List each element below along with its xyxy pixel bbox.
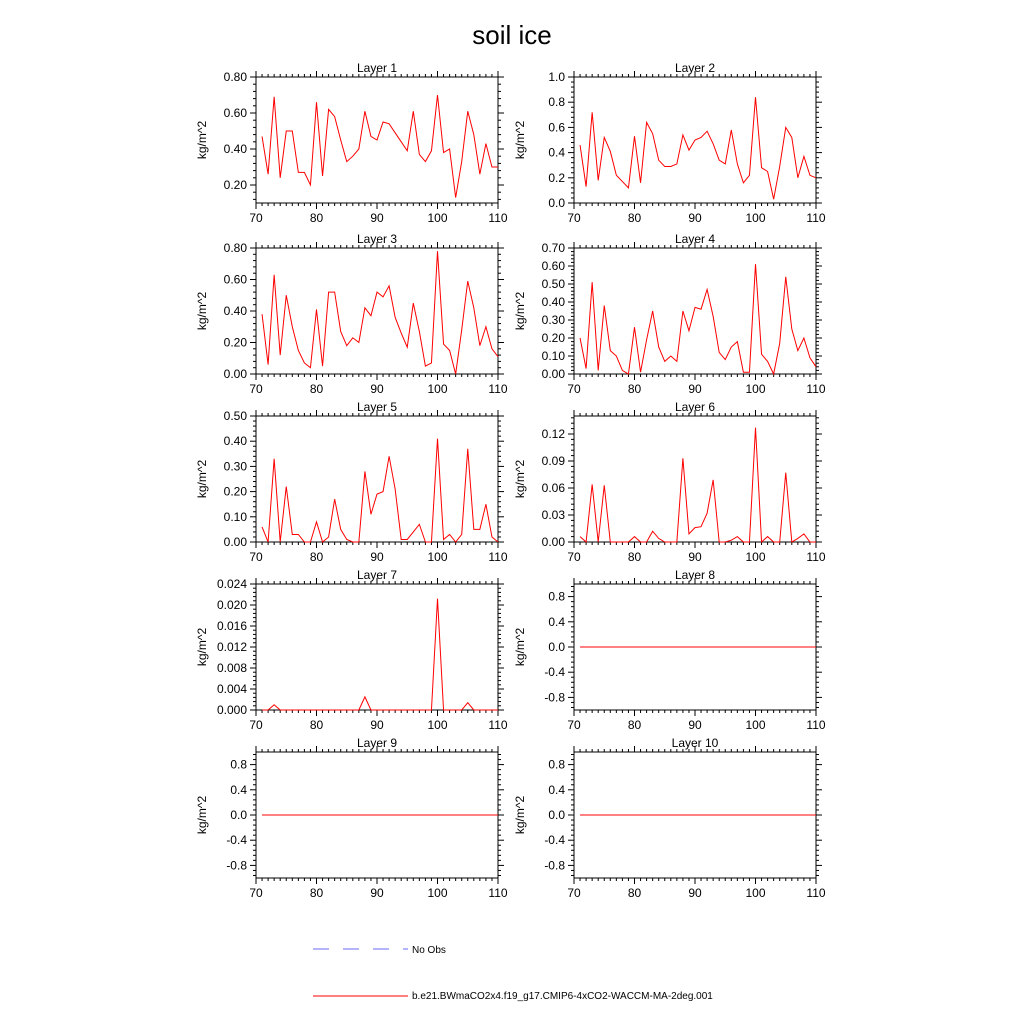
x-tick-label-layer-5: 80: [309, 550, 324, 564]
y-tick-label-layer-7: 0.016: [216, 619, 247, 633]
series-line-layer-1: [262, 95, 498, 198]
y-axis-label-layer-2: kg/m^2: [513, 120, 527, 160]
y-tick-label-layer-4: 0.70: [541, 241, 565, 255]
x-tick-label-layer-7: 80: [309, 718, 324, 732]
x-tick-label-layer-8: 70: [567, 718, 581, 732]
series-line-layer-3: [262, 251, 498, 374]
x-tick-label-layer-2: 80: [627, 211, 642, 225]
panels: [195, 61, 826, 900]
plot-frame-layer-5: [256, 416, 498, 542]
x-tick-label-layer-9: 90: [370, 886, 384, 900]
panel-layer-3: [195, 232, 508, 396]
y-tick-label-layer-5: 0.20: [223, 484, 247, 499]
y-tick-label-layer-6: 0.06: [541, 481, 565, 495]
panel-layer-9: [195, 736, 508, 900]
panel-title-layer-6: Layer 6: [674, 400, 716, 414]
panel-layer-7: [195, 568, 508, 732]
x-tick-label-layer-3: 70: [249, 382, 263, 396]
y-tick-label-layer-7: 0.024: [216, 577, 247, 591]
panel-title-layer-3: Layer 3: [356, 232, 398, 246]
y-tick-label-layer-10: 0.0: [548, 808, 565, 822]
x-tick-label-layer-6: 90: [688, 550, 702, 564]
x-tick-label-layer-2: 70: [567, 211, 581, 225]
panel-title-layer-8: Layer 8: [674, 568, 716, 582]
x-tick-label-layer-4: 90: [688, 382, 702, 396]
y-tick-label-layer-7: 0.020: [216, 598, 247, 612]
y-tick-label-layer-5: 0.00: [223, 535, 247, 549]
x-tick-label-layer-2: 110: [806, 211, 826, 225]
y-tick-label-layer-4: 0.50: [541, 277, 565, 291]
panel-title-layer-1: Layer 1: [356, 61, 398, 75]
x-tick-label-layer-10: 80: [627, 886, 642, 900]
y-tick-label-layer-6: 0.12: [541, 427, 565, 441]
y-tick-label-layer-10: -0.8: [544, 858, 565, 873]
legend: [313, 945, 713, 1002]
x-tick-label-layer-1: 110: [488, 211, 508, 225]
series-line-layer-4: [580, 264, 816, 374]
y-tick-label-layer-9: 0.0: [230, 808, 247, 822]
y-tick-label-layer-7: 0.000: [216, 703, 247, 717]
y-axis-label-layer-6: kg/m^2: [513, 459, 527, 499]
x-tick-label-layer-10: 70: [567, 886, 581, 900]
x-tick-label-layer-7: 110: [488, 718, 508, 732]
panel-layer-2: [513, 61, 826, 225]
series-line-layer-2: [580, 97, 816, 199]
y-tick-label-layer-8: 0.4: [548, 614, 565, 629]
x-tick-label-layer-8: 80: [627, 718, 642, 732]
y-tick-label-layer-1: 0.60: [223, 106, 247, 120]
y-tick-label-layer-10: 0.4: [548, 782, 565, 797]
y-tick-label-layer-3: 0.80: [223, 241, 247, 255]
y-axis-label-layer-3: kg/m^2: [195, 291, 209, 331]
y-tick-label-layer-2: 0.8: [548, 95, 565, 110]
legend-label-no-obs: No Obs: [412, 945, 446, 956]
panel-layer-4: [513, 232, 826, 396]
figure-title: soil ice: [472, 20, 552, 50]
y-tick-label-layer-7: 0.012: [216, 640, 247, 654]
x-tick-label-layer-9: 110: [488, 886, 508, 900]
panel-layer-6: [513, 400, 826, 564]
x-tick-label-layer-7: 100: [427, 718, 448, 732]
y-tick-label-layer-3: 0.40: [223, 304, 247, 318]
panel-title-layer-7: Layer 7: [356, 568, 398, 582]
y-tick-label-layer-5: 0.40: [223, 434, 247, 449]
plot-frame-layer-6: [574, 416, 816, 542]
x-tick-label-layer-7: 90: [370, 718, 384, 732]
y-tick-label-layer-4: 0.40: [541, 295, 565, 309]
x-tick-label-layer-4: 70: [567, 382, 581, 396]
y-tick-label-layer-1: 0.40: [223, 142, 247, 156]
x-tick-label-layer-8: 110: [806, 718, 826, 732]
y-axis-label-layer-8: kg/m^2: [513, 627, 527, 667]
x-tick-label-layer-4: 110: [806, 382, 826, 396]
plot-frame-layer-4: [574, 248, 816, 374]
y-tick-label-layer-5: 0.10: [223, 509, 247, 524]
plot-frame-layer-3: [256, 248, 498, 374]
x-tick-label-layer-3: 100: [427, 382, 448, 396]
y-tick-label-layer-3: 0.20: [223, 335, 247, 350]
series-line-layer-7: [262, 599, 498, 710]
y-tick-label-layer-2: 0.2: [548, 170, 565, 185]
y-tick-label-layer-2: 0.4: [548, 145, 565, 160]
x-tick-label-layer-1: 100: [427, 211, 448, 225]
y-tick-label-layer-9: -0.8: [226, 858, 247, 873]
panel-title-layer-9: Layer 9: [356, 736, 398, 750]
panel-title-layer-10: Layer 10: [671, 736, 719, 750]
x-tick-label-layer-3: 90: [370, 382, 384, 396]
x-tick-label-layer-4: 100: [745, 382, 766, 396]
x-tick-label-layer-9: 100: [427, 886, 448, 900]
y-tick-label-layer-6: 0.09: [541, 454, 565, 468]
x-tick-label-layer-10: 100: [745, 886, 766, 900]
panel-layer-10: [513, 736, 826, 900]
y-tick-label-layer-6: 0.03: [541, 508, 565, 522]
panel-layer-1: [195, 61, 508, 225]
y-tick-label-layer-5: 0.30: [223, 459, 247, 474]
x-tick-label-layer-9: 80: [309, 886, 324, 900]
x-tick-label-layer-6: 80: [627, 550, 642, 564]
x-tick-label-layer-10: 90: [688, 886, 702, 900]
legend-label-model: b.e21.BWmaCO2x4.f19_g17.CMIP6-4xCO2-WACCM-MA-2deg.001: [412, 991, 713, 1002]
x-tick-label-layer-5: 70: [249, 550, 263, 564]
y-tick-label-layer-4: 0.20: [541, 331, 565, 345]
x-tick-label-layer-5: 110: [488, 550, 508, 564]
y-tick-label-layer-6: 0.00: [541, 535, 565, 549]
y-tick-label-layer-9: 0.4: [230, 782, 247, 797]
y-tick-label-layer-5: 0.50: [223, 409, 247, 423]
y-tick-label-layer-8: 0.8: [548, 589, 565, 604]
series-line-layer-6: [580, 428, 816, 542]
y-tick-label-layer-2: 0.6: [548, 120, 565, 135]
x-tick-label-layer-8: 100: [745, 718, 766, 732]
y-tick-label-layer-8: -0.8: [544, 690, 565, 705]
x-tick-label-layer-6: 70: [567, 550, 581, 564]
y-tick-label-layer-8: 0.0: [548, 640, 565, 654]
x-tick-label-layer-10: 110: [806, 886, 826, 900]
y-axis-label-layer-5: kg/m^2: [195, 459, 209, 499]
x-tick-label-layer-1: 80: [309, 211, 324, 225]
x-tick-label-layer-1: 90: [370, 211, 384, 225]
y-axis-label-layer-9: kg/m^2: [195, 795, 209, 835]
y-tick-label-layer-4: 0.60: [541, 259, 565, 273]
x-tick-label-layer-9: 70: [249, 886, 263, 900]
y-tick-label-layer-10: 0.8: [548, 757, 565, 772]
x-tick-label-layer-3: 110: [488, 382, 508, 396]
x-tick-label-layer-7: 70: [249, 718, 263, 732]
y-tick-label-layer-4: 0.00: [541, 367, 565, 381]
x-tick-label-layer-2: 90: [688, 211, 702, 225]
plot-frame-layer-7: [256, 584, 498, 710]
panel-layer-5: [195, 400, 508, 564]
x-tick-label-layer-5: 90: [370, 550, 384, 564]
series-line-layer-5: [262, 439, 498, 542]
y-tick-label-layer-7: 0.004: [216, 682, 247, 696]
y-tick-label-layer-9: 0.8: [230, 757, 247, 772]
y-tick-label-layer-3: 0.60: [223, 272, 247, 287]
panel-title-layer-4: Layer 4: [674, 232, 716, 246]
y-tick-label-layer-1: 0.80: [223, 70, 247, 84]
y-tick-label-layer-3: 0.00: [223, 367, 247, 381]
y-tick-label-layer-2: 0.0: [548, 196, 565, 210]
y-axis-label-layer-10: kg/m^2: [513, 795, 527, 835]
y-tick-label-layer-1: 0.20: [223, 178, 247, 192]
x-tick-label-layer-4: 80: [627, 382, 642, 396]
y-tick-label-layer-10: -0.4: [544, 833, 565, 848]
y-tick-label-layer-8: -0.4: [544, 665, 565, 680]
x-tick-label-layer-6: 110: [806, 550, 826, 564]
y-tick-label-layer-4: 0.10: [541, 349, 565, 363]
y-axis-label-layer-1: kg/m^2: [195, 120, 209, 160]
x-tick-label-layer-8: 90: [688, 718, 702, 732]
y-tick-label-layer-9: -0.4: [226, 833, 247, 848]
y-axis-label-layer-4: kg/m^2: [513, 291, 527, 331]
panel-title-layer-2: Layer 2: [674, 61, 716, 75]
y-axis-label-layer-7: kg/m^2: [195, 627, 209, 667]
panel-layer-8: [513, 568, 826, 732]
x-tick-label-layer-3: 80: [309, 382, 324, 396]
y-tick-label-layer-4: 0.30: [541, 313, 565, 327]
y-tick-label-layer-7: 0.008: [216, 661, 247, 675]
y-tick-label-layer-2: 1.0: [548, 70, 565, 84]
x-tick-label-layer-6: 100: [745, 550, 766, 564]
x-tick-label-layer-1: 70: [249, 211, 263, 225]
x-tick-label-layer-5: 100: [427, 550, 448, 564]
panel-title-layer-5: Layer 5: [356, 400, 398, 414]
x-tick-label-layer-2: 100: [745, 211, 766, 225]
